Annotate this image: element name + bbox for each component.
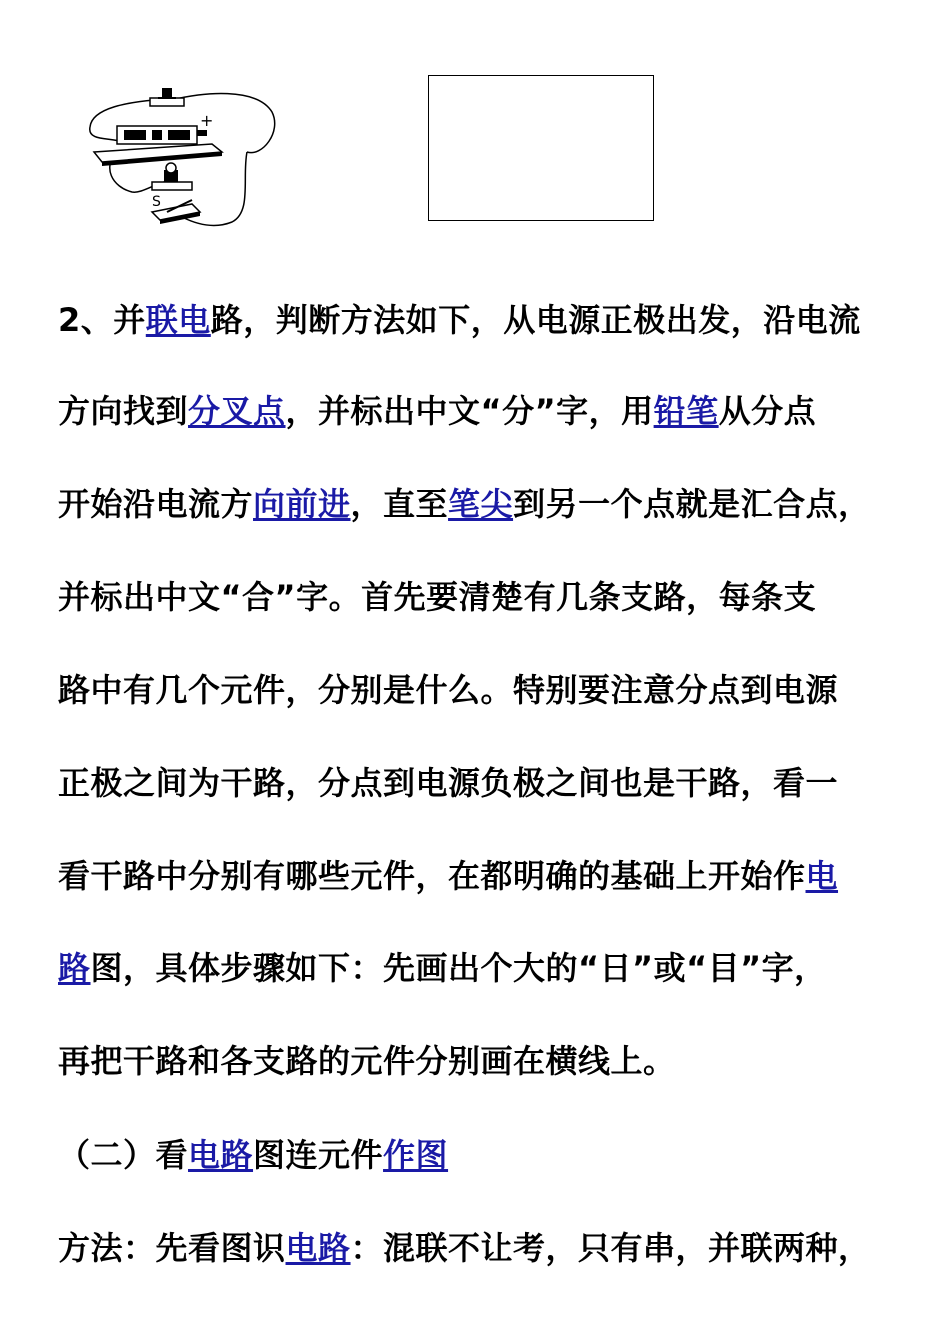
text-line-8 — [58, 948, 898, 988]
text-line-2 — [58, 391, 898, 431]
text-run: 到另一个点就是汇合点， — [513, 485, 871, 523]
section-heading — [58, 1135, 898, 1175]
text-run: 开始沿电流方 — [58, 485, 254, 523]
hyperlink[interactable]: 铅笔 — [653, 392, 719, 430]
switch-label: S — [152, 194, 161, 210]
hyperlink[interactable]: 电路 — [188, 1136, 254, 1174]
text-line-4 — [58, 577, 898, 617]
blank-drawing-box — [428, 75, 654, 221]
hyperlink[interactable]: 向前进 — [253, 485, 351, 523]
text-run: 从分点 — [718, 392, 817, 430]
text-line-6 — [58, 763, 898, 803]
text-run: ，直至 — [350, 485, 449, 523]
text-run: 方向找到 — [58, 392, 189, 430]
text-run: （二）看 — [58, 1136, 189, 1174]
text-line-5 — [58, 670, 898, 710]
hyperlink[interactable]: 联电 — [145, 301, 211, 339]
circuit-sketch — [82, 82, 282, 232]
text-run: 正极之间为干路，分点到电源负极之间也是干路，看一 — [58, 764, 839, 802]
plus-label: + — [200, 111, 214, 130]
hyperlink[interactable]: 电 — [805, 857, 839, 895]
hyperlink[interactable]: 路 — [58, 949, 91, 987]
text-run: 方法：先看图识 — [58, 1229, 286, 1267]
text-run: 路，判断方法如下，从电源正极出发，沿电流 — [210, 301, 861, 339]
text-run: ：混联不让考，只有串，并联两种， — [350, 1229, 871, 1267]
text-line-7 — [58, 856, 898, 896]
text-run: ，并标出中文“分”字，用 — [285, 392, 654, 430]
text-run: 路中有几个元件，分别是什么。特别要注意分点到电源 — [58, 671, 839, 709]
text-run: 图连元件 — [253, 1136, 384, 1174]
text-run: 并标出中文“合”字。首先要清楚有几条支路，每条支 — [58, 578, 817, 616]
text-line-10 — [58, 1228, 898, 1268]
text-line-3 — [58, 484, 898, 524]
text-run: 再把干路和各支路的元件分别画在横线上。 — [58, 1042, 676, 1080]
text-line-9 — [58, 1041, 898, 1081]
text-run: 图，具体步骤如下：先画出个大的“日”或“目”字， — [90, 949, 827, 987]
hyperlink[interactable]: 作图 — [383, 1136, 449, 1174]
hyperlink[interactable]: 电路 — [285, 1229, 351, 1267]
text-line-1 — [58, 300, 898, 340]
text-run: 看干路中分别有哪些元件，在都明确的基础上开始作 — [58, 857, 806, 895]
hyperlink[interactable]: 笔尖 — [448, 485, 514, 523]
hyperlink[interactable]: 分叉点 — [188, 392, 286, 430]
text-run: 2、并 — [58, 301, 146, 339]
